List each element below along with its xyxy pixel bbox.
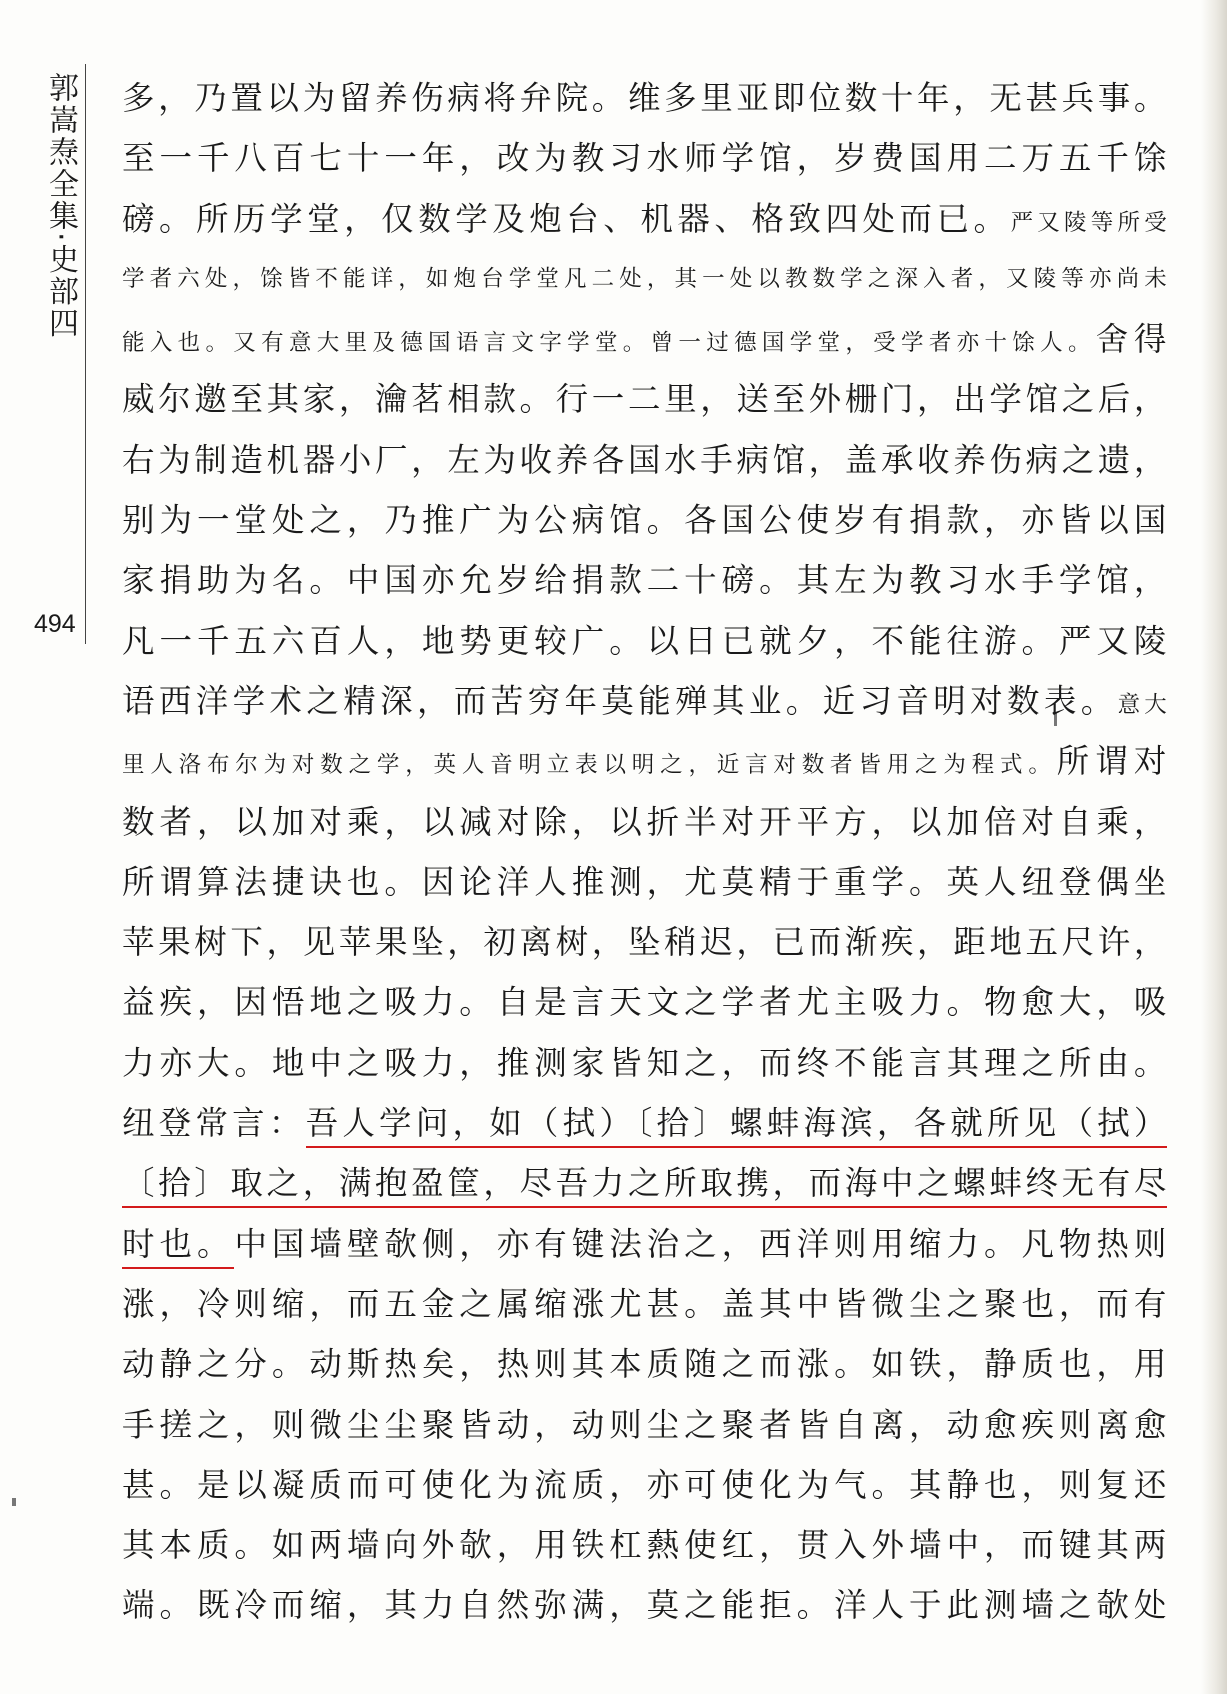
text-line [122,1515,1167,1575]
text-segment: 力亦大。地中之吸力，推测家皆知之，而终不能言其理之所由。 [122,1043,1167,1082]
text-segment: 磅。所历学堂，仅数学及炮台、机器、格致四处而已。 [122,199,1011,238]
running-header-title: 郭嵩焘全集·史部四 [43,72,78,340]
page-edge-shadow [1201,0,1227,1694]
text-segment: 学者六处，馀皆不能详，如炮台学堂凡二处，其一处以教数学之深入者，又陵等亦尚未 [122,265,1167,292]
text-line [122,490,1167,550]
text-line [122,189,1167,249]
margin-rule [85,64,86,644]
text-line [122,309,1167,369]
text-segment: 中国墙壁欹侧，亦有键法治之，西洋则用缩力。凡物热则 [234,1224,1167,1263]
text-segment: 端。既冷而缩，其力自然弥满，莫之能拒。洋人于此测墙之欹处 [122,1586,1167,1625]
text-segment: 所谓对 [1056,742,1167,781]
text-line [122,550,1167,610]
text-line [122,611,1167,671]
text-line [122,1455,1167,1515]
text-segment: 至一千八百七十一年，改为教习水师学馆，岁费国用二万五千馀 [122,139,1167,178]
ink-mark [12,1498,16,1506]
text-line [122,249,1167,309]
underlined-quote: 时也。 [122,1225,234,1269]
text-line [122,1395,1167,1455]
text-segment: 威尔邀至其家，瀹茗相款。行一二里，送至外栅门，出学馆之后， [122,380,1167,419]
text-segment: 涨，冷则缩，而五金之属缩涨尤甚。盖其中皆微尘之聚也，而有 [122,1284,1167,1323]
body-text [122,68,1167,1636]
underlined-quote: 〔拾〕取之，满抱盈筐，尽吾力之所取携，而海中之螺蚌终无有尽 [122,1164,1167,1208]
text-line [122,1093,1167,1153]
text-segment: 所谓算法捷诀也。因论洋人推测，尤莫精于重学。英人纽登偶坐 [122,862,1167,901]
text-segment: 舍得 [1095,320,1167,359]
text-line [122,972,1167,1032]
text-line [122,671,1167,731]
text-line [122,128,1167,188]
text-line [122,852,1167,912]
text-segment: 苹果树下，见苹果坠，初离树，坠稍迟，已而渐疾，距地五尺许， [122,923,1167,962]
text-segment: 凡一千五六百人，地势更较广。以日已就夕，不能往游。严又陵 [122,621,1167,660]
text-segment: 右为制造机器小厂，左为收养各国水手病馆，盖承收养伤病之遗， [122,440,1167,479]
text-line [122,1575,1167,1635]
text-line [122,1334,1167,1394]
text-line [122,731,1167,791]
text-segment: 数者，以加对乘，以减对除，以折半对开平方，以加倍对自乘， [122,802,1167,841]
text-line [122,1153,1167,1213]
annotation-text: 里人洛布尔为对数之学，英人音明立表以明之，近言对数者皆用之为程式。 [122,752,1057,779]
text-line [122,369,1167,429]
text-segment: 手搓之，则微尘尘聚皆动，动则尘之聚者皆自离，动愈疾则离愈 [122,1405,1167,1444]
underlined-quote: 吾人学问，如（拭）〔拾〕螺蚌海滨，各就所见（拭） [306,1104,1167,1148]
text-line [122,792,1167,852]
text-segment: 其本质。如两墙向外欹，用铁杠爇使红，贯入外墙中，而键其两 [122,1526,1167,1565]
text-line [122,912,1167,972]
text-line [122,68,1167,128]
text-segment: 别为一堂处之，乃推广为公病馆。各国公使岁有捐款，亦皆以国 [122,501,1167,540]
text-segment: 纽登常言： [122,1104,306,1143]
page-number: 494 [34,610,76,638]
text-segment: 语西洋学术之精深，而苦穷年莫能殚其业。近习音明对数表。 [122,681,1118,720]
text-line [122,1033,1167,1093]
text-segment: 甚。是以凝质而可使化为流质，亦可使化为气。其静也，则复还 [122,1465,1167,1504]
annotation-text: 意大 [1117,691,1167,718]
text-line [122,1214,1167,1274]
annotation-text: 严又陵等所受 [1010,209,1167,236]
text-segment: 益疾，因悟地之吸力。自是言天文之学者尤主吸力。物愈大，吸 [122,983,1167,1022]
text-segment: 动静之分。动斯热矣，热则其本质随之而涨。如铁，静质也，用 [122,1345,1167,1384]
text-line [122,1274,1167,1334]
text-segment: 家捐助为名。中国亦允岁给捐款二十磅。其左为教习水手学馆， [122,561,1167,600]
annotation-text: 能入也。又有意大里及德国语言文字学堂。曾一过德国学堂，受学者亦十馀人。 [122,330,1096,357]
text-line [122,430,1167,490]
text-segment: 多，乃置以为留养伤病将弁院。维多里亚即位数十年，无甚兵事。 [122,79,1167,117]
